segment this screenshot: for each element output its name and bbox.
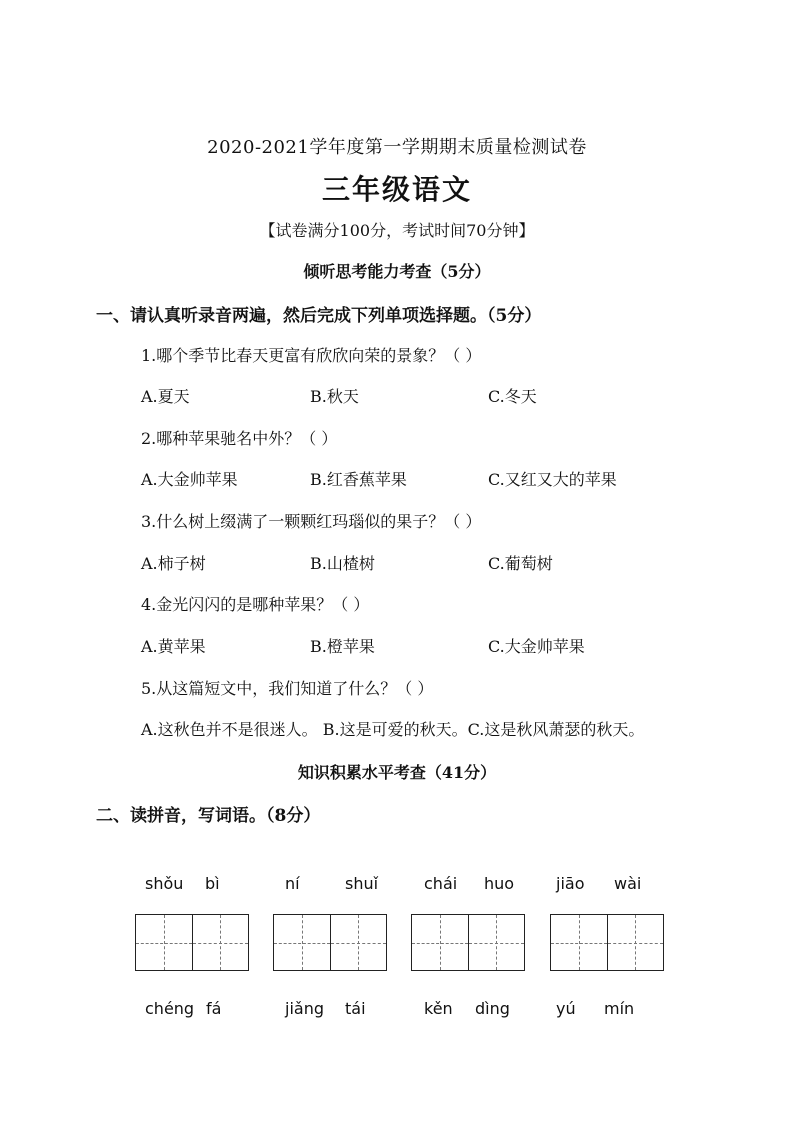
q2-option-a: A.大金帅苹果 — [141, 470, 238, 489]
writing-cell[interactable] — [136, 915, 193, 970]
pinyin: dìng — [475, 999, 510, 1018]
pinyin: jiāo — [556, 874, 585, 893]
q4-option-b: B.橙苹果 — [310, 637, 375, 656]
section1-title: 一、请认真听录音两遍，然后完成下列单项选择题。（5分） — [96, 306, 542, 326]
pinyin: yú — [556, 999, 576, 1018]
q1-option-b: B.秋天 — [310, 387, 359, 406]
q3-option-a: A.柿子树 — [141, 554, 206, 573]
writing-cell[interactable] — [193, 915, 249, 970]
question-4: 4.金光闪闪的是哪种苹果？（ ） — [141, 595, 370, 614]
question-3: 3.什么树上缀满了一颗颗红玛瑙似的果子？（ ） — [141, 512, 482, 531]
writing-cell[interactable] — [331, 915, 387, 970]
q2-option-b: B.红香蕉苹果 — [310, 470, 407, 489]
q1-option-a: A.夏天 — [141, 387, 190, 406]
subject-title: 三年级语文 — [321, 173, 472, 206]
part1-heading: 倾听思考能力考查（5分） — [303, 262, 491, 281]
pinyin: fá — [206, 999, 222, 1018]
pinyin: tái — [345, 999, 366, 1018]
pinyin: shǒu — [145, 874, 184, 893]
q1-option-c: C.冬天 — [488, 387, 537, 406]
writing-box-4[interactable] — [550, 914, 664, 971]
pinyin: kěn — [424, 999, 453, 1018]
q4-option-c: C.大金帅苹果 — [488, 637, 585, 656]
pinyin: huo — [484, 874, 515, 893]
pinyin: chái — [424, 874, 458, 893]
writing-cell[interactable] — [469, 915, 525, 970]
writing-box-2[interactable] — [273, 914, 387, 971]
q2-option-c: C.又红又大的苹果 — [488, 470, 617, 489]
writing-cell[interactable] — [412, 915, 469, 970]
pinyin: bì — [205, 874, 220, 893]
q3-option-b: B.山楂树 — [310, 554, 375, 573]
pinyin: jiǎng — [285, 999, 324, 1018]
q5-options: A.这秋色并不是很迷人。 B.这是可爱的秋天。C.这是秋风萧瑟的秋天。 — [141, 720, 645, 739]
writing-cell[interactable] — [608, 915, 664, 970]
part2-heading: 知识积累水平考查（41分） — [297, 763, 497, 782]
writing-cell[interactable] — [274, 915, 331, 970]
pinyin: chéng — [145, 999, 195, 1018]
question-1: 1.哪个季节比春天更富有欣欣向荣的景象？（ ） — [141, 346, 482, 365]
question-2: 2.哪种苹果驰名中外？（ ） — [141, 429, 338, 448]
pinyin: shuǐ — [345, 874, 379, 893]
writing-box-1[interactable] — [135, 914, 249, 971]
section2-title: 二、读拼音，写词语。（8分） — [96, 806, 321, 826]
exam-note: 【试卷满分100分，考试时间70分钟】 — [259, 221, 535, 240]
writing-cell[interactable] — [551, 915, 608, 970]
pinyin: mín — [604, 999, 635, 1018]
q4-option-a: A.黄苹果 — [141, 637, 206, 656]
question-5: 5.从这篇短文中，我们知道了什么？（ ） — [141, 679, 434, 698]
exam-title: 2020-2021学年度第一学期期末质量检测试卷 — [207, 137, 587, 158]
q3-option-c: C.葡萄树 — [488, 554, 553, 573]
writing-box-3[interactable] — [411, 914, 525, 971]
pinyin: ní — [285, 874, 300, 893]
pinyin: wài — [614, 874, 642, 893]
